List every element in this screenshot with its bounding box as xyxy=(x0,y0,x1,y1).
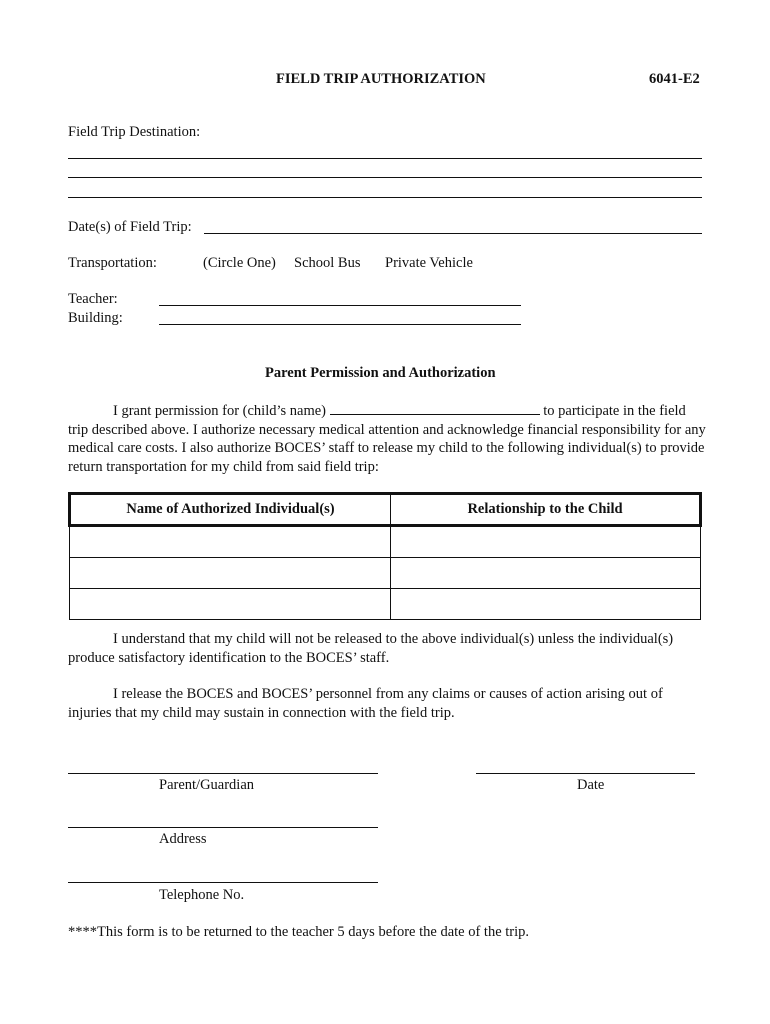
return-instructions-note: ****This form is to be returned to the teacher 5 days before the date of the trip. xyxy=(68,924,530,940)
address-line[interactable] xyxy=(68,827,378,828)
form-title: FIELD TRIP AUTHORIZATION xyxy=(276,71,486,87)
teacher-label: Teacher: xyxy=(68,291,118,307)
table-row xyxy=(70,558,701,589)
telephone-line[interactable] xyxy=(68,882,378,883)
building-line[interactable] xyxy=(159,324,521,325)
name-cell[interactable] xyxy=(70,558,391,589)
destination-line-2[interactable] xyxy=(68,177,702,178)
destination-label: Field Trip Destination: xyxy=(68,124,201,140)
authorized-individuals-table xyxy=(68,492,702,620)
form-number: 6041-E2 xyxy=(649,71,700,87)
name-cell[interactable] xyxy=(70,526,391,558)
name-column-header: Name of Authorized Individual(s) xyxy=(70,494,391,526)
permission-paragraph xyxy=(68,401,708,476)
address-label: Address xyxy=(159,831,207,847)
relationship-cell[interactable] xyxy=(391,526,701,558)
telephone-label: Telephone No. xyxy=(159,887,245,903)
table-header-row xyxy=(70,494,701,526)
relationship-column-header: Relationship to the Child xyxy=(391,494,701,526)
release-condition-text: I understand that my child will not be released to the above individual(s) unless the individual(s) produce satisfactory identification to the BOCES’ staff. xyxy=(68,631,674,666)
circle-one-hint: (Circle One) xyxy=(203,255,276,271)
option-private-vehicle[interactable]: Private Vehicle xyxy=(385,255,473,271)
release-condition-paragraph xyxy=(68,630,708,667)
permission-text-end: to participate in the field trip described above. I authorize necessary medical attention and acknowledge financial responsibility for any medical care costs. I also authorize BOCES’ staff to release my child to the following individual(s) to provide return transportation for my child from said field trip: xyxy=(68,403,706,475)
name-cell[interactable] xyxy=(70,589,391,620)
liability-release-text: I release the BOCES and BOCES’ personnel from any claims or causes of action arising out of injuries that my child may sustain in connection with the field trip. xyxy=(68,686,663,721)
liability-release-paragraph xyxy=(68,685,708,722)
dates-label: Date(s) of Field Trip: xyxy=(68,219,192,235)
transportation-label: Transportation: xyxy=(68,255,157,271)
dates-line[interactable] xyxy=(204,233,702,234)
table-row xyxy=(70,589,701,620)
option-school-bus[interactable]: School Bus xyxy=(294,255,361,271)
date-signature-line[interactable] xyxy=(476,773,695,774)
relationship-cell[interactable] xyxy=(391,558,701,589)
relationship-cell[interactable] xyxy=(391,589,701,620)
destination-line-1[interactable] xyxy=(68,158,702,159)
date-label: Date xyxy=(577,777,605,793)
permission-text-start: I grant permission for (child’s name) xyxy=(113,403,327,419)
child-name-field[interactable] xyxy=(330,401,540,415)
teacher-line[interactable] xyxy=(159,305,521,306)
table-row xyxy=(70,526,701,558)
parent-signature-line[interactable] xyxy=(68,773,378,774)
parent-guardian-label: Parent/Guardian xyxy=(159,777,255,793)
permission-heading: Parent Permission and Authorization xyxy=(265,365,496,381)
building-label: Building: xyxy=(68,310,123,326)
destination-line-3[interactable] xyxy=(68,197,702,198)
